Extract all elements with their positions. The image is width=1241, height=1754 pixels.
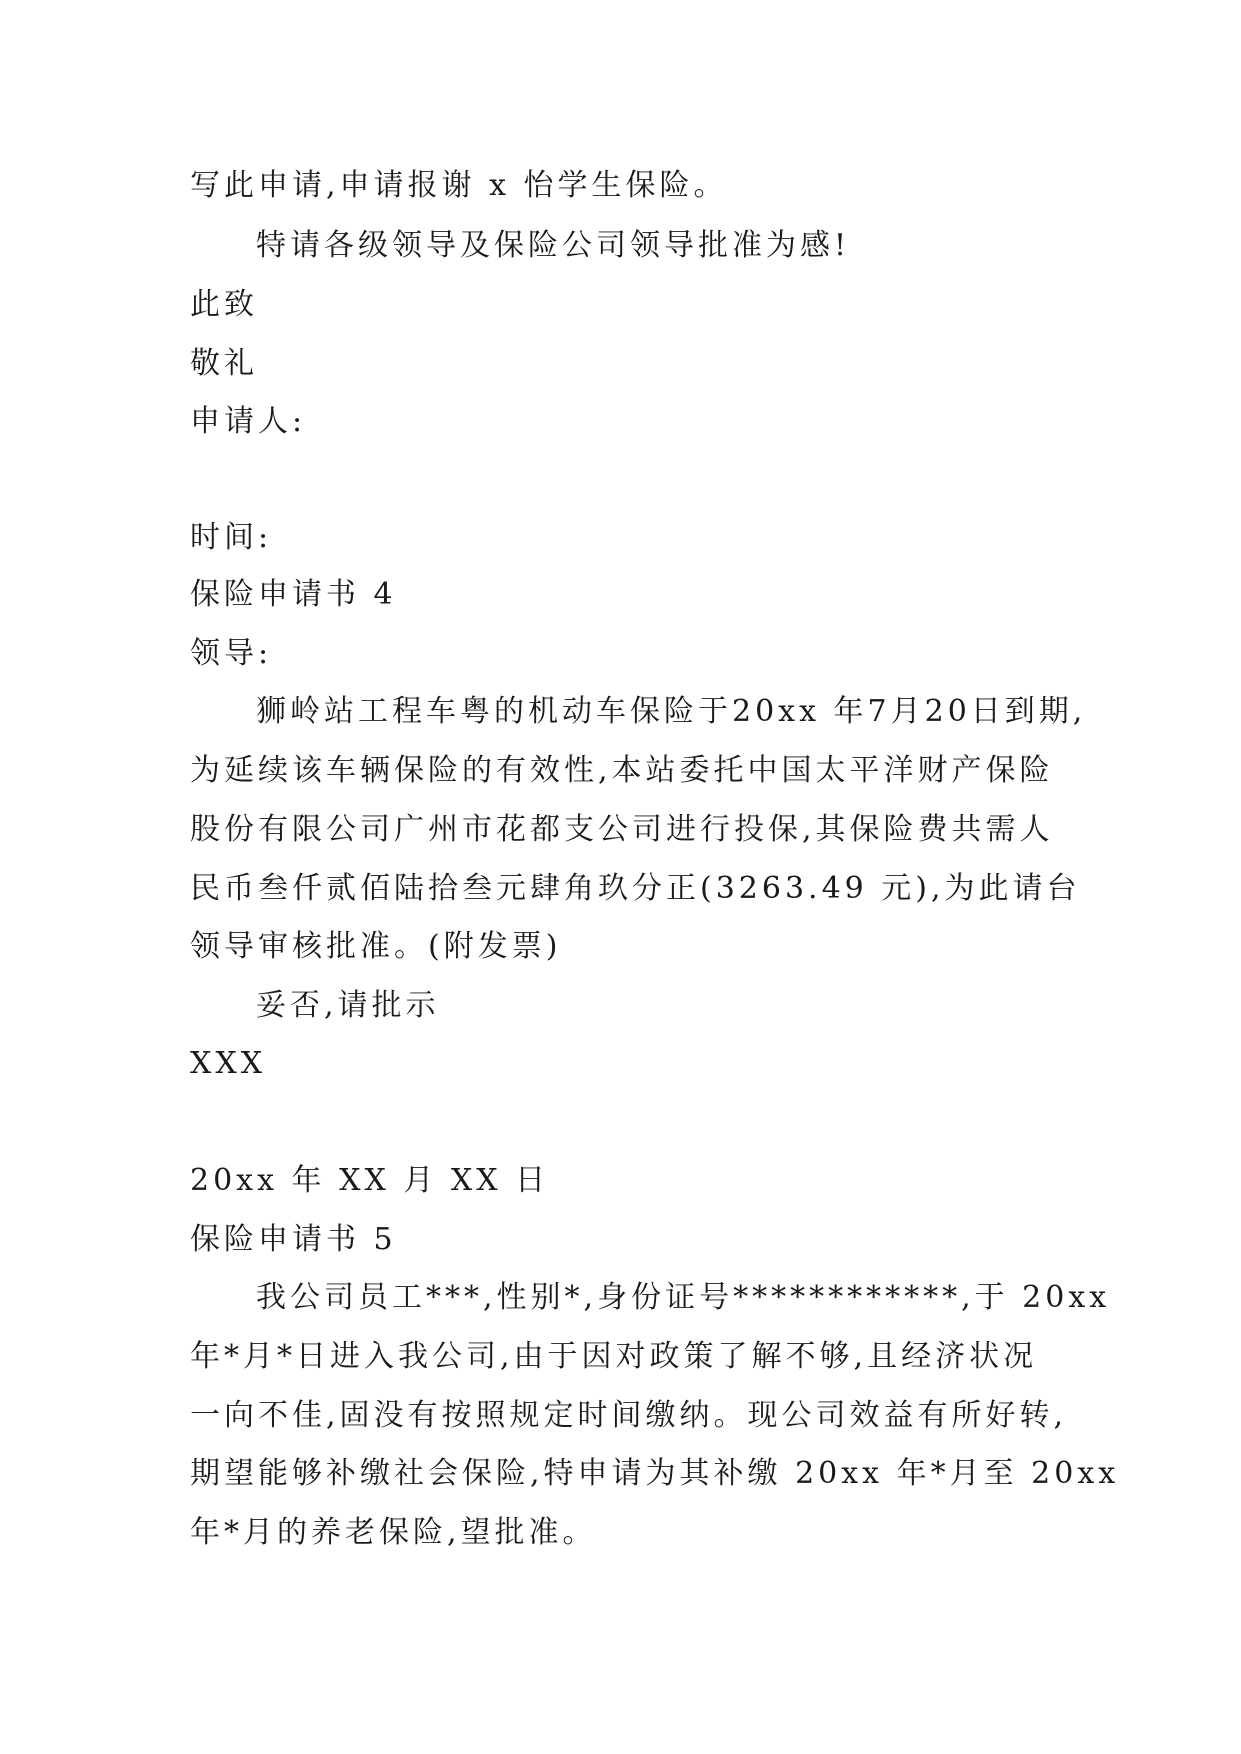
paragraph-line: 为延续该车辆保险的有效性,本站委托中国太平洋财产保险 (190, 753, 1054, 788)
section-heading: 保险申请书 5 (190, 1222, 397, 1257)
greeting: 领导: (190, 636, 273, 671)
paragraph-line: 股份有限公司广州市花都支公司进行投保,其保险费共需人 (190, 812, 1054, 847)
paragraph-line: 年*月的养老保险,望批准。 (190, 1515, 597, 1550)
closing-salutation: 此致 (190, 287, 258, 322)
paragraph-line: 民币叁仟贰佰陆拾叁元肆角玖分正(3263.49 元),为此请台 (190, 871, 1081, 906)
paragraph-line: 狮岭站工程车粤的机动车保险于20xx 年7月20日到期, (256, 694, 1087, 729)
paragraph-line: 期望能够补缴社会保险,特申请为其补缴 20xx 年*月至 20xx (190, 1456, 1120, 1491)
paragraph-line: 特请各级领导及保险公司领导批准为感! (256, 228, 851, 263)
applicant-label: 申请人: (190, 404, 307, 439)
paragraph-line: 年*月*日进入我公司,由于因对政策了解不够,且经济状况 (190, 1339, 1038, 1374)
paragraph-line: 我公司员工***,性别*,身份证号************,于 20xx (256, 1280, 1111, 1315)
signature: XXX (190, 1046, 267, 1081)
closing-salutation: 敬礼 (190, 346, 258, 381)
paragraph-line: 领导审核批准。(附发票) (190, 929, 562, 964)
section-heading: 保险申请书 4 (190, 577, 397, 612)
paragraph-line: 写此申请,申请报谢 x 怡学生保险。 (190, 168, 728, 203)
date-line: 20xx 年 XX 月 XX 日 (190, 1163, 550, 1198)
paragraph-line: 妥否,请批示 (256, 988, 440, 1023)
date-label: 时间: (190, 520, 273, 555)
paragraph-line: 一向不佳,固没有按照规定时间缴纳。现公司效益有所好转, (190, 1398, 1068, 1433)
